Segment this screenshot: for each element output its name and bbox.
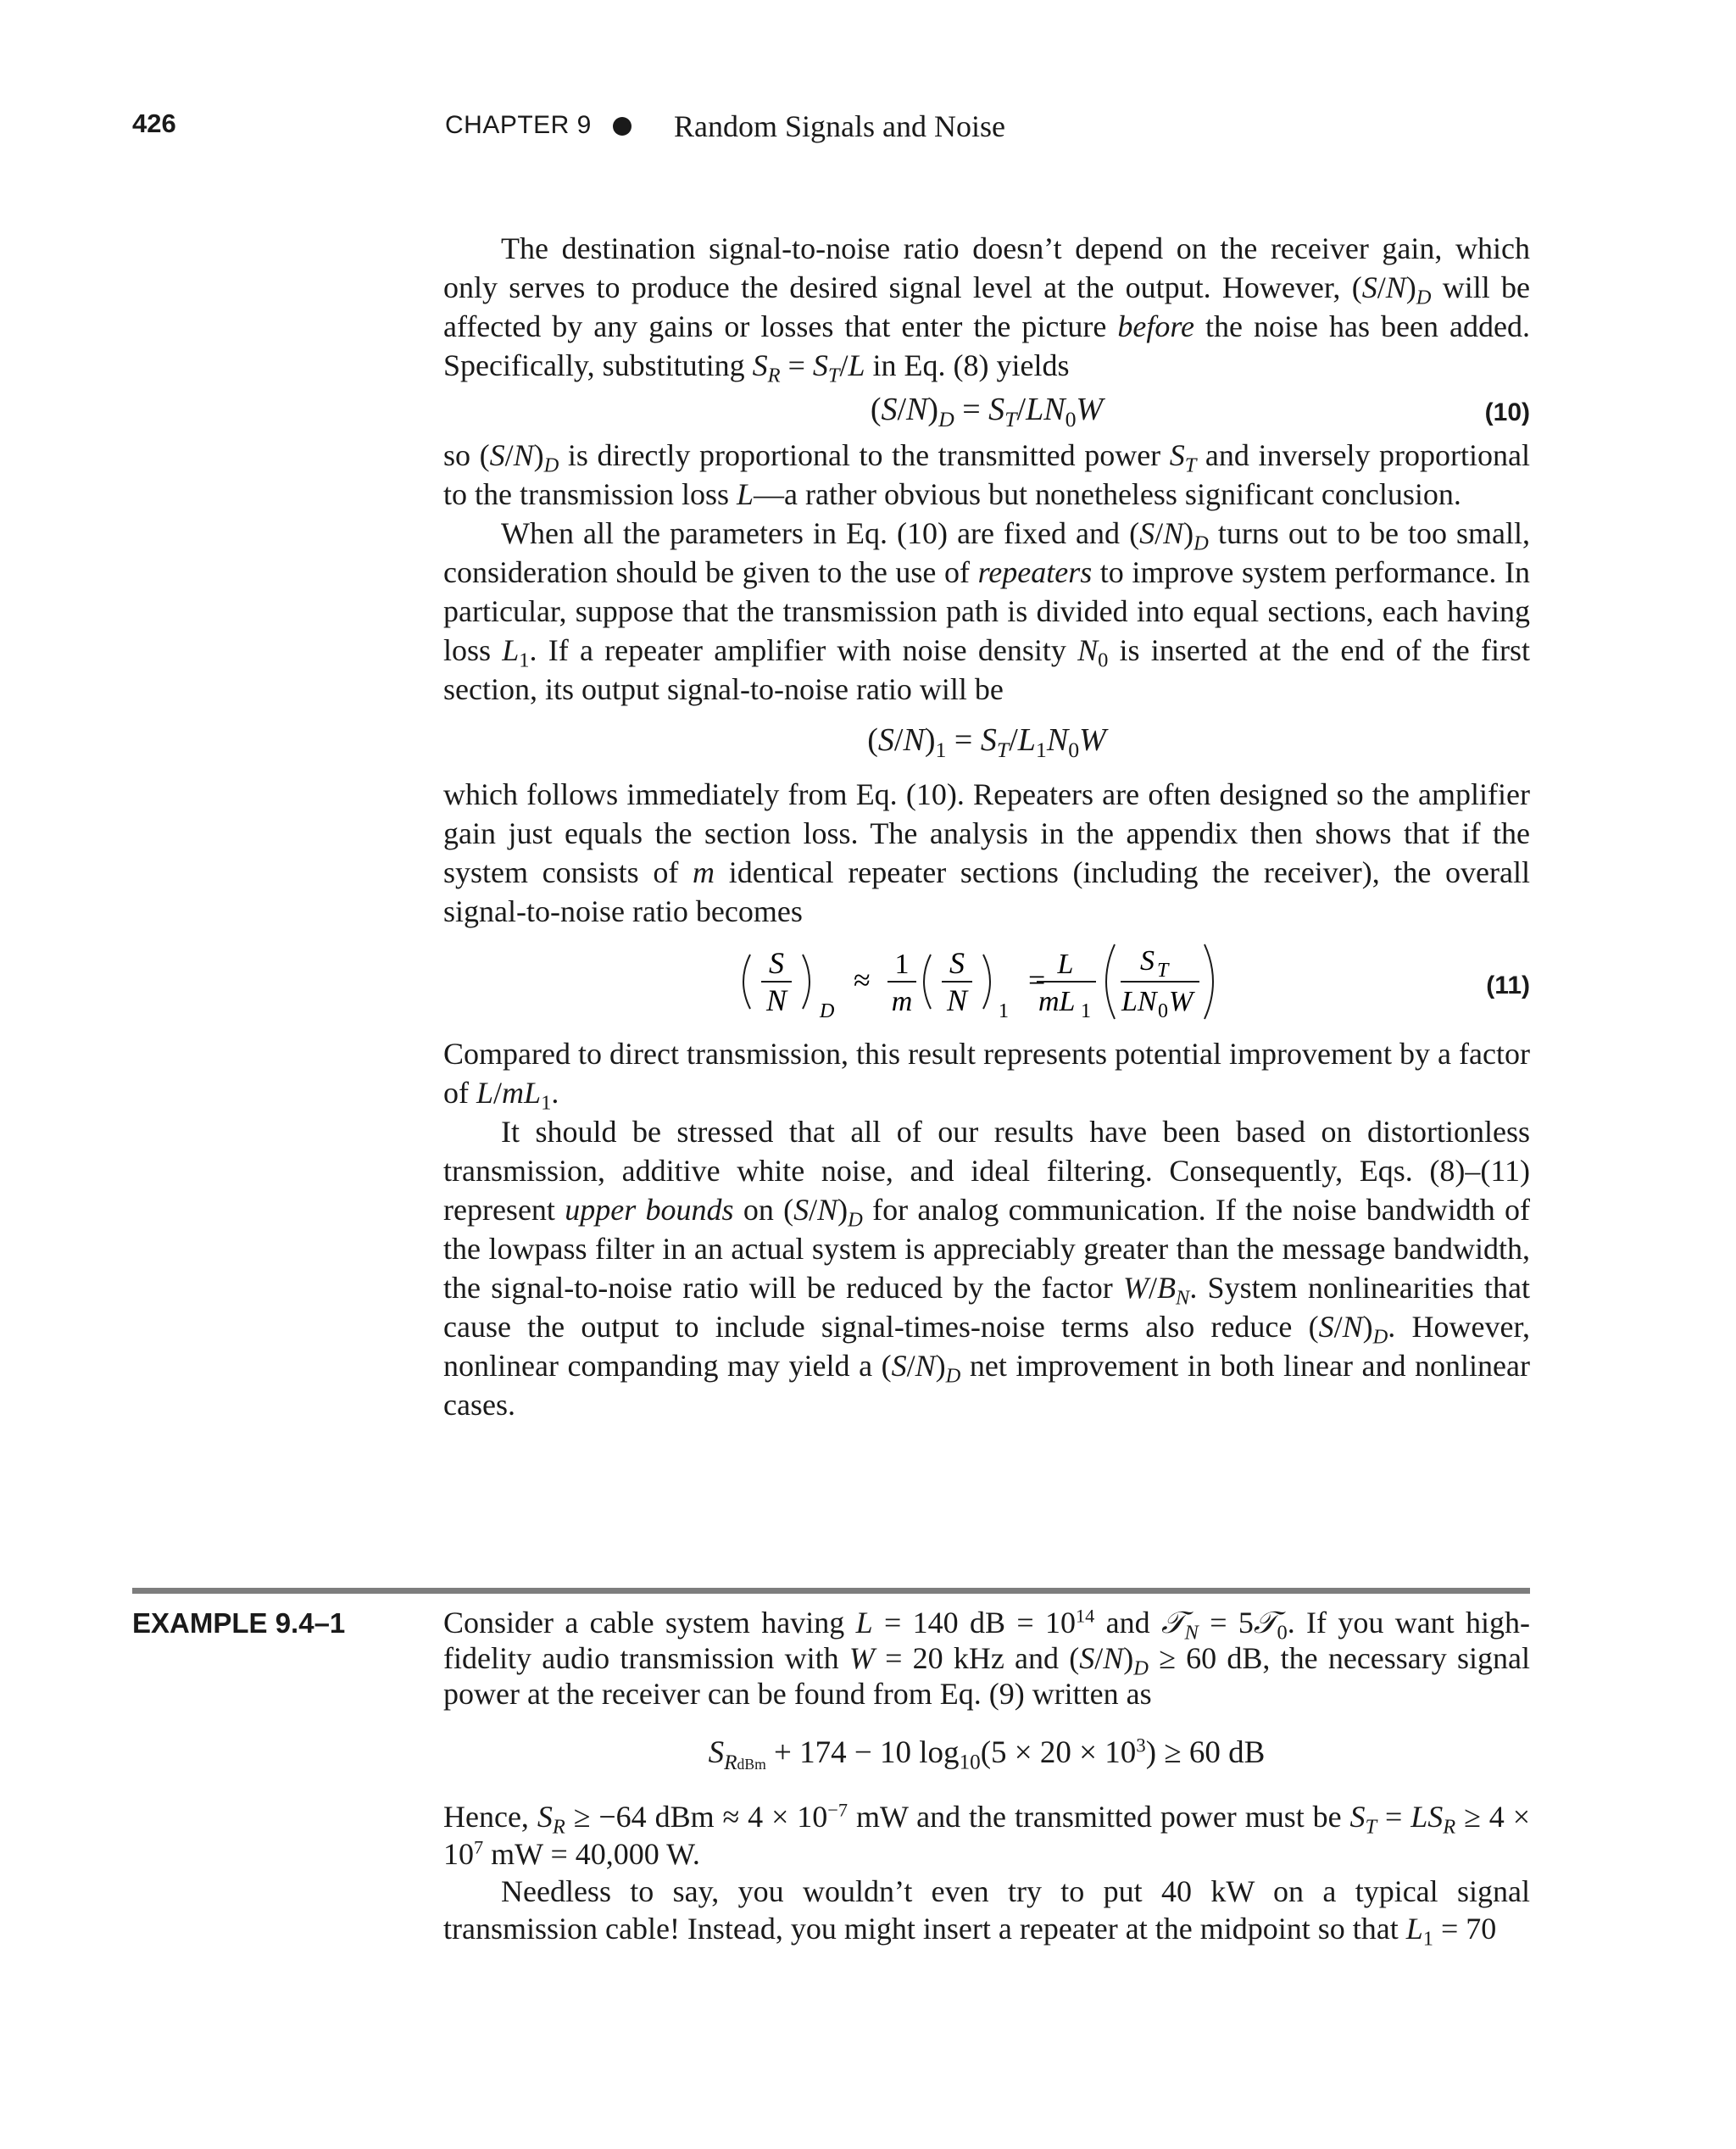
header-bullet	[613, 117, 632, 136]
svg-text:S: S	[1140, 945, 1155, 977]
example-paragraph-1: Consider a cable system having L = 140 dB = $10^{14}$ and 𝒯$_N$ = 5𝒯$_0$. If you want high-fidelity audio transmission with W = 20 kHz and $(S/N)_D \ge 60$ dB, the necessary signal power at the receiver can be found from Eq. (9) written as	[443, 1605, 1531, 1711]
svg-text:1: 1	[894, 949, 910, 980]
equation-repeater-snr: $(S/N)_1 = S_T/L_1N_0W$	[867, 722, 1106, 762]
svg-text:1: 1	[999, 1000, 1009, 1022]
equation-11	[443, 936, 1530, 1024]
svg-text:≈: ≈	[854, 963, 871, 997]
svg-text:LN: LN	[1121, 986, 1157, 1017]
chapter-label: CHAPTER 9	[445, 111, 592, 139]
paragraph-3: When all the parameters in Eq. (10) are fixed and $(S/N)_D$ turns out to be too small, consideration should be given to the use of repeaters to improve system performance. In particular, suppose that the transmission path is divided into equal sections, each having loss $L_1$. If a repeater amplifier with noise density $N_0$ is inserted at the end of the first section, its output signal-to-noise ratio will be	[443, 516, 1531, 706]
svg-text:=: =	[1028, 963, 1046, 997]
equation-number: (10)	[1484, 398, 1530, 426]
svg-text:m: m	[891, 986, 913, 1017]
chapter-title: Random Signals and Noise	[674, 109, 1005, 143]
example-divider	[132, 1588, 1530, 1594]
paragraph-5: Compared to direct transmission, this result represents potential improvement by a factor of $L/mL_1$.	[443, 1037, 1530, 1115]
svg-text:N: N	[765, 983, 787, 1017]
example-label: EXAMPLE 9.4–1	[132, 1607, 346, 1639]
svg-text:S: S	[949, 946, 965, 980]
svg-text:0: 0	[1158, 1000, 1168, 1022]
svg-text:S: S	[769, 946, 784, 980]
svg-text:mL: mL	[1038, 986, 1076, 1017]
svg-text:T: T	[1157, 960, 1169, 982]
svg-text:D: D	[820, 1000, 835, 1022]
svg-text:W: W	[1169, 986, 1194, 1017]
main-text	[443, 229, 1530, 1424]
paragraph-1: The destination signal-to-noise ratio doesn’t depend on the receiver gain, which only serves to produce the desired signal level at the output. However, $(S/N)_D$ will be affected by any gains or losses that enter the picture before the noise has been added. Specifically, substituting $S_R = S_T/L$ in Eq. (8) yields	[443, 231, 1530, 387]
equation-10: $(S/N)_D = S_T/LN_0W$ (10)	[870, 392, 1530, 431]
equation-11-graphic	[443, 936, 1530, 1024]
paragraph-4: which follows immediately from Eq. (10). Repeaters are often designed so the amplifier gain just equals the section loss. The analysis in the appendix then shows that if the system consists of m identical repeater sections (including the receiver), the overall signal-to-noise ratio becomes	[443, 777, 1530, 928]
svg-text:L: L	[1057, 949, 1074, 980]
example-text	[443, 1605, 1531, 1951]
page-number: 426	[132, 109, 176, 138]
paragraph-6: It should be stressed that all of our results have been based on distortionless transmission, additive white noise, and ideal filtering. Consequently, Eqs. (8)–(11) represent upper bounds on $(S/N)_D$ for analog communication. If the noise bandwidth of the lowpass filter in an actual system is appreciably greater than the message bandwidth, the signal-to-noise ratio will be reduced by the factor $W/B_N$. System nonlinearities that cause the output to include signal-times-noise terms also reduce $(S/N)_D$. However, nonlinear companding may yield a $(S/N)_D$ net improvement in both linear and nonlinear cases.	[443, 1115, 1531, 1422]
example-paragraph-2: Hence, $S_R \ge -64$ dBm ≈ $4 \times 10^{-7}$ mW and the transmitted power must be $S_T = LS_R \ge 4 \times 10^7$ mW = 40,000 W.	[443, 1799, 1530, 1871]
equation-receiver-power: $S_{RdBm} + 174 - 10$ $\log_{10}(5 \times 20 \times 10^3) \ge 60$ dB	[708, 1734, 1266, 1774]
svg-text:N: N	[946, 983, 968, 1017]
example-paragraph-3: Needless to say, you wouldn’t even try to put 40 kW on a typical signal transmission cable! Instead, you might insert a repeater at the midpoint so that $L_1 = 70$	[443, 1874, 1530, 1951]
svg-text:1: 1	[1081, 1000, 1091, 1022]
paragraph-2: so $(S/N)_D$ is directly proportional to the transmitted power $S_T$ and inversely proportional to the transmission loss L—a rather obvious but nonetheless significant conclusion.	[443, 438, 1530, 511]
equation-number: (11)	[1486, 972, 1530, 999]
